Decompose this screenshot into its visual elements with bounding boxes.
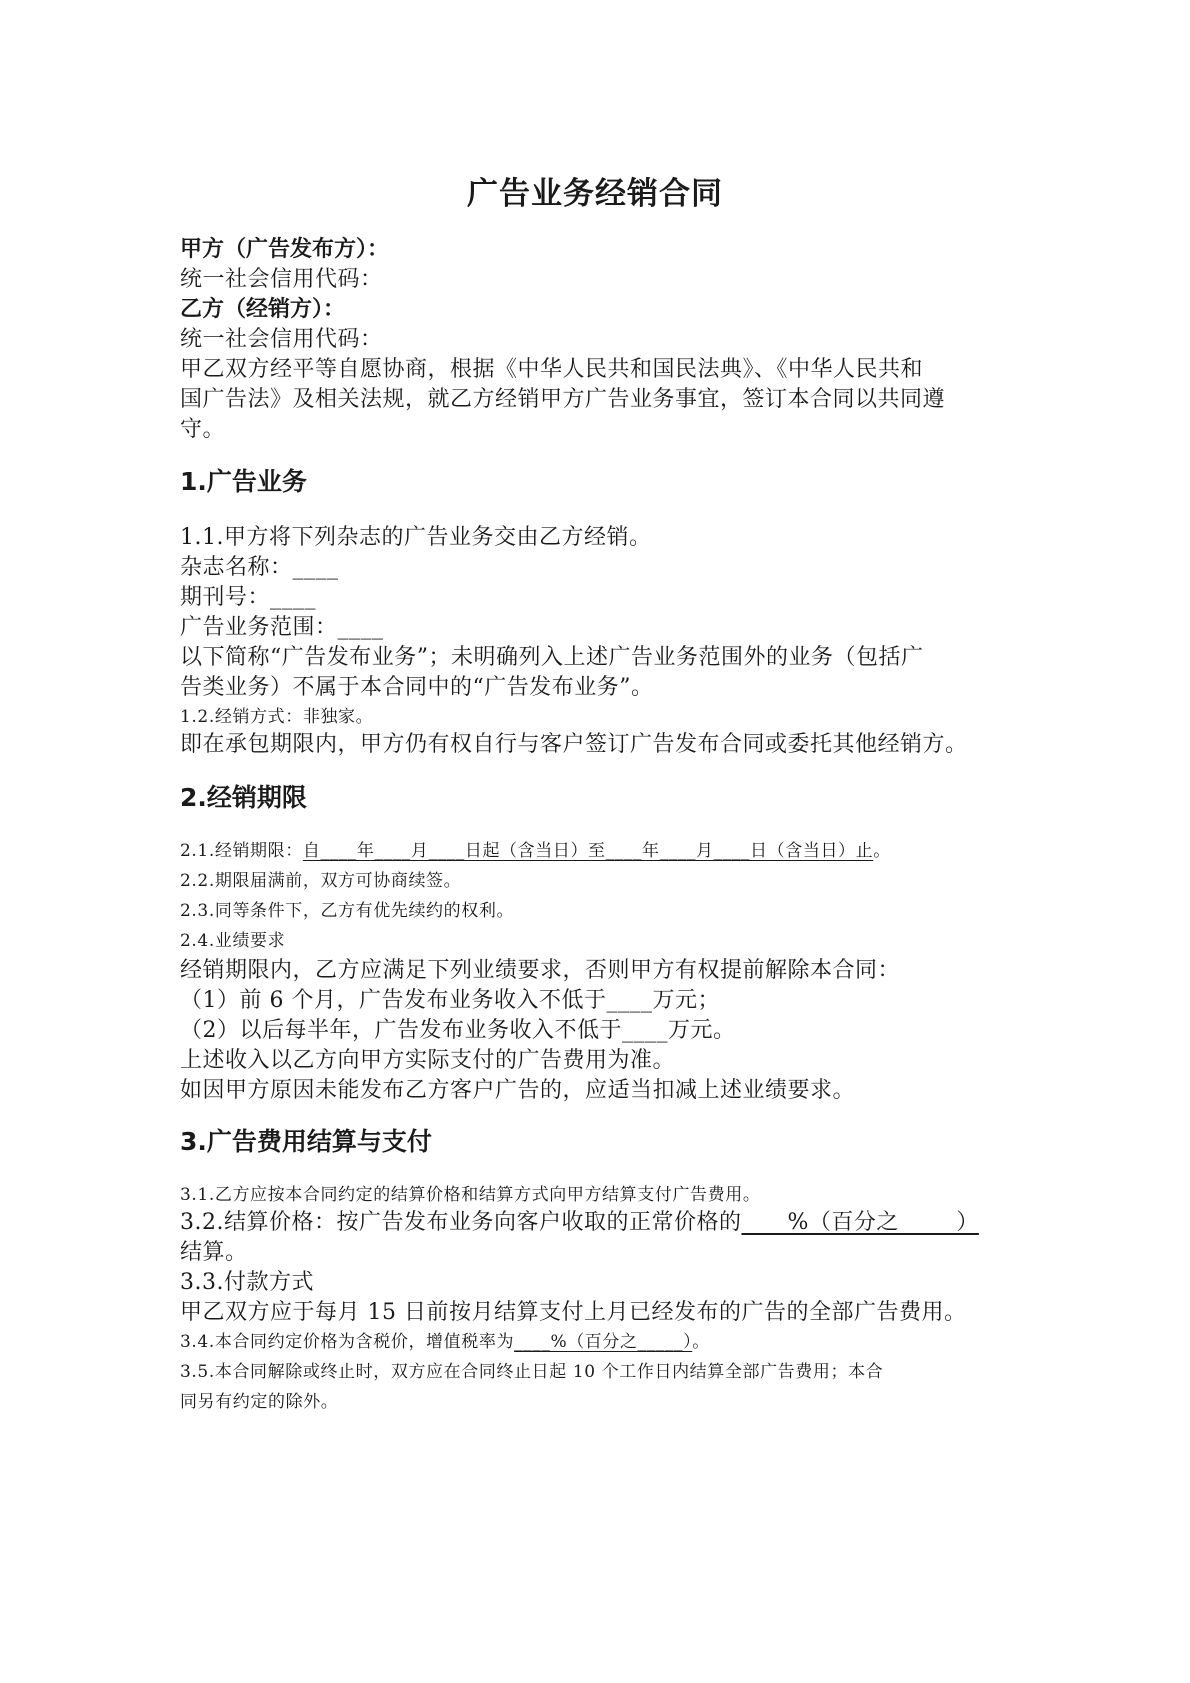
- clause-3-2-label: 3.2.结算价格：按广告发布业务向客户收取的正常价格的: [180, 1210, 742, 1235]
- section-2-heading: 2.经销期限: [180, 783, 307, 812]
- issue-number-label: 期刊号：: [180, 585, 271, 610]
- clause-2-4: 2.4.业绩要求: [180, 931, 286, 951]
- party-a-credit-code: 统一社会信用代码：: [180, 267, 383, 292]
- clause-3-4: [180, 1327, 710, 1352]
- document-title: 广告业务经销合同: [467, 176, 723, 212]
- section-1-heading: 1.广告业务: [180, 467, 307, 496]
- settlement-percent-blank: ____%（百分之_____）: [741, 1210, 979, 1235]
- preamble-line: 国广告法》及相关法规，就乙方经销甲方广告业务事宜，签订本合同以共同遵: [180, 387, 946, 412]
- business-scope-blank: ____: [337, 615, 384, 640]
- clause-2-1-label: 2.1.经销期限：: [180, 841, 303, 861]
- clause-3-3-detail: 甲乙双方应于每月 15 日前按月结算支付上月已经发布的广告的全部广告费用。: [180, 1300, 967, 1325]
- clause-3-3: 3.3.付款方式: [180, 1270, 314, 1295]
- clause-3-5-line: 同另有约定的除外。: [180, 1392, 339, 1412]
- performance-requirement-2: （2）以后每半年，广告发布业务收入不低于____万元。: [180, 1018, 736, 1043]
- magazine-name-field: [180, 550, 339, 581]
- vat-rate-blank: ____%（百分之_____）: [514, 1332, 693, 1352]
- clause-1-2-detail: 即在承包期限内，甲方仍有权自行与客户签订广告发布合同或委托其他经销方。: [180, 732, 968, 757]
- performance-requirement-1: （1）前 6 个月，广告发布业务收入不低于____万元；: [180, 988, 720, 1013]
- clause-3-2-end: 结算。: [180, 1240, 248, 1265]
- clause-1-1: 1.1.甲方将下列杂志的广告业务交由乙方经销。: [180, 525, 652, 550]
- preamble-line: 甲乙双方经平等自愿协商，根据《中华人民共和国民法典》、《中华人民共和: [180, 357, 924, 382]
- party-b-credit-code: 统一社会信用代码：: [180, 327, 383, 352]
- section-3-heading: 3.广告费用结算与支付: [180, 1127, 432, 1156]
- party-a-label: 甲方（广告发布方）：: [180, 237, 390, 262]
- definition-note-line: 告类业务）不属于本合同中的“广告发布业务”。: [180, 675, 654, 700]
- party-b-label: 乙方（经销方）：: [180, 297, 346, 322]
- clause-3-5-line: 3.5.本合同解除或终止时，双方应在合同终止日起 10 个工作日内结算全部广告费用；本合: [180, 1362, 884, 1382]
- business-scope-field: [180, 610, 384, 641]
- business-scope-label: 广告业务范围：: [180, 615, 338, 640]
- performance-note-1: 上述收入以乙方向甲方实际支付的广告费用为准。: [180, 1048, 676, 1073]
- clause-2-1-end: 。: [873, 841, 891, 861]
- issue-number-blank: ____: [270, 585, 317, 610]
- clause-3-4-end: 。: [692, 1332, 710, 1352]
- clause-1-2: 1.2.经销方式：非独家。: [180, 707, 374, 727]
- clause-3-2: [180, 1205, 979, 1236]
- performance-note-2: 如因甲方原因未能发布乙方客户广告的，应适当扣减上述业绩要求。: [180, 1078, 856, 1103]
- clause-3-4-label: 3.4.本合同约定价格为含税价，增值税率为: [180, 1332, 515, 1352]
- magazine-name-blank: ____: [292, 555, 339, 580]
- magazine-name-label: 杂志名称：: [180, 555, 293, 580]
- preamble-line: 守。: [180, 417, 226, 442]
- clause-2-3: 2.3.同等条件下，乙方有优先续约的权利。: [180, 901, 515, 921]
- clause-3-1: 3.1.乙方应按本合同约定的结算价格和结算方式向甲方结算支付广告费用。: [180, 1185, 761, 1205]
- issue-number-field: [180, 580, 316, 611]
- term-period-blank: 自____年____月____日起（含当日）至____年____月____日（含当日）止: [302, 841, 874, 861]
- clause-2-1: [180, 836, 891, 861]
- clause-2-2: 2.2.期限届满前，双方可协商续签。: [180, 871, 462, 891]
- performance-intro: 经销期限内，乙方应满足下列业绩要求，否则甲方有权提前解除本合同：: [180, 958, 901, 983]
- definition-note-line: 以下简称“广告发布业务”；未明确列入上述广告业务范围外的业务（包括广: [180, 645, 924, 670]
